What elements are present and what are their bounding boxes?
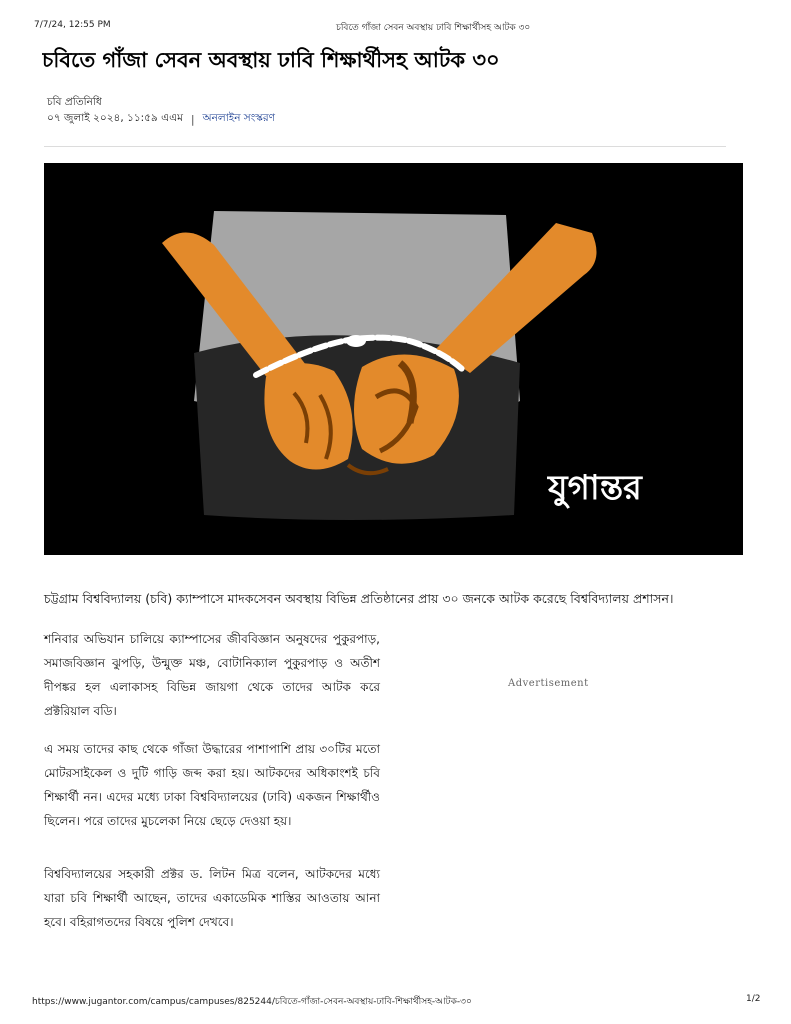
article-paragraph: এ সময় তাদের কাছ থেকে গাঁজা উদ্ধারের পাশাপাশি প্রায় ৩০টির মতো মোটরসাইকেল ও দুটি গাড়ি জব্দ করা হয়। আটকদের অধিকাংশই চবি শিক্ষার্থী নন। এদের মধ্যে ঢাকা বিশ্ববিদ্যালয়ের (ঢাবি) একজন শিক্ষার্থীও ছিলেন। পরে তাদের মুচলেকা নিয়ে ছেড়ে দেওয়া হয়। [44,742,380,828]
article-dateline [47,111,275,128]
article-byline: চবি প্রতিনিধি [47,96,102,108]
advertisement-label: Advertisement [508,678,589,689]
print-header-title: চবিতে গাঁজা সেবন অবস্থায় ঢাবি শিক্ষার্থীসহ আটক ৩০ [336,23,531,33]
handcuff-lock [346,335,366,347]
page-number: 1/2 [746,994,761,1004]
article-lead: চট্টগ্রাম বিশ্ববিদ্যালয় (চবি) ক্যাম্পাসে মাদকসেবন অবস্থায় বিভিন্ন প্রতিষ্ঠানের প্রায় ৩০ জনকে আটক করেছে বিশ্ববিদ্যালয় প্রশাসন। [44,591,674,606]
article-headline: চবিতে গাঁজা সেবন অবস্থায় ঢাবি শিক্ষার্থীসহ আটক ৩০ [42,48,500,72]
handcuffed-hands-illustration [44,163,743,555]
article-paragraph: বিশ্ববিদ্যালয়ের সহকারী প্রক্টর ড. লিটন মিত্র বলেন, আটকদের মধ্যে যারা চবি শিক্ষার্থী আছেন, তাদের একাডেমিক শাস্তির আওতায় আনা হবে। বহিরাগতদের বিষয়ে পুলিশ দেখবে। [44,867,380,929]
print-header-datetime: 7/7/24, 12:55 PM [34,20,111,30]
print-footer-url[interactable]: https://www.jugantor.com/campus/campuses/825244/চবিতে-গাঁজা-সেবন-অবস্থায়-ঢাবি-শিক্ষার্থীসহ-আটক-৩০ [32,997,472,1007]
edition-link[interactable]: অনলাইন সংস্করণ [202,112,275,124]
article-hero-image [44,163,743,555]
article-paragraph: শনিবার অভিযান চালিয়ে ক্যাম্পাসের জীববিজ্ঞান অনুষদের পুকুরপাড়, সমাজবিজ্ঞান ঝুপড়ি, উন্মুক্ত মঞ্চ, বোটানিক্যাল পুকুরপাড় ও অতীশ দীপঙ্কর হল এলাকাসহ বিভিন্ন জায়গা থেকে তাদের আটক করে প্রক্টরিয়াল বডি। [44,632,380,718]
header-divider [44,146,726,147]
image-watermark: যুগান্তর [548,468,642,508]
publish-date: ০৭ জুলাই ২০২৪, ১১:৫৯ এএম [47,112,183,124]
dateline-separator: | [190,113,195,126]
